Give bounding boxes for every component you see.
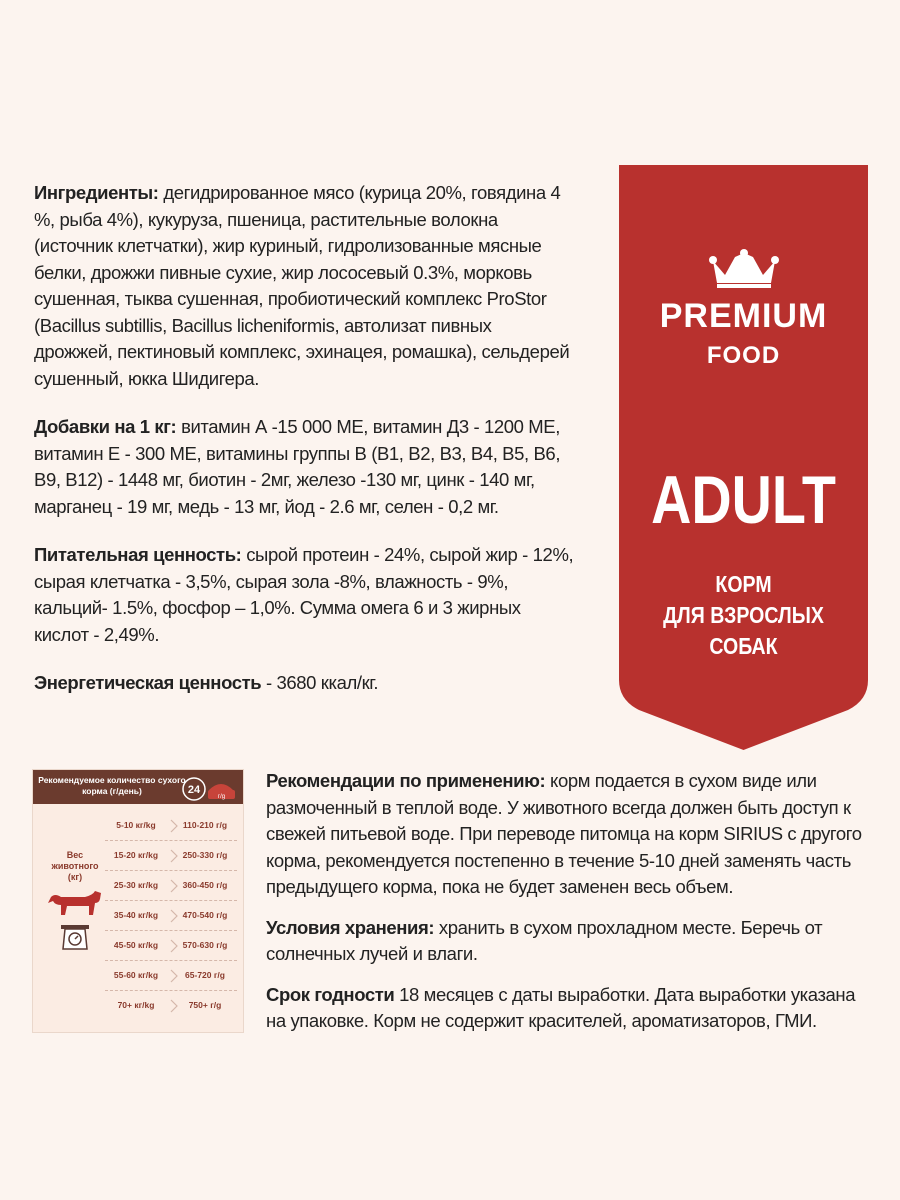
feeding-row	[105, 844, 237, 868]
feeding-weight: 55-60 кг/kg	[113, 970, 159, 980]
feeding-weight: 25-30 кг/kg	[113, 880, 159, 890]
banner-premium: PREMIUM	[659, 297, 828, 335]
usage-label: Рекомендации по применению:	[266, 770, 546, 791]
ingredients-paragraph	[34, 180, 574, 392]
row-divider	[105, 930, 237, 931]
usage-paragraph	[266, 768, 876, 901]
composition-column	[34, 180, 574, 719]
feeding-table-title: Рекомендуемое количество сухого корма (г/день)	[38, 775, 186, 796]
premium-banner	[619, 165, 868, 750]
feeding-weight: 70+ кг/kg	[117, 1000, 155, 1010]
feeding-grams: 570-630 г/g	[182, 940, 228, 950]
row-divider	[105, 870, 237, 871]
banner-sub-line1: КОРМ	[715, 571, 772, 597]
crown-icon	[709, 249, 779, 289]
feeding-grams: 110-210 г/g	[182, 820, 228, 830]
energy-label: Энергетическая ценность	[34, 672, 262, 693]
weight-label	[47, 850, 103, 883]
additives-text: витамин А -15 000 МЕ, витамин Д3 - 1200 МЕ, витамин Е - 300 МЕ, витамины группы В (В1, В2, В3, В4, В5, В6, В9, В12) - 1448 мг, биотин - 2мг, железо -130 мг, цинк - 140 мг, марганец - 19 мг, медь - 13 мг, йод - 2.6 мг, селен - 0,2 мг.	[34, 416, 561, 517]
feeding-table-header	[33, 770, 243, 804]
banner-subtitle	[638, 569, 850, 662]
feeding-table	[32, 769, 244, 1033]
weight-label-line2: животного	[51, 861, 99, 871]
recommendations-column	[266, 768, 876, 1049]
feeding-weight: 35-40 кг/kg	[113, 910, 159, 920]
row-divider	[105, 900, 237, 901]
row-divider	[105, 840, 237, 841]
feeding-row	[105, 964, 237, 988]
feeding-weight: 45-50 кг/kg	[113, 940, 159, 950]
feeding-grams: 360-450 г/g	[182, 880, 228, 890]
nutrition-text: сырой протеин - 24%, сырой жир - 12%, сырая клетчатка - 3,5%, сырая зола -8%, влажность - 9%, кальций- 1.5%, фосфор – 1,0%. Сумма омега 6 и 3 жирных кислот - 2,49%.	[34, 544, 574, 645]
row-divider	[105, 960, 237, 961]
banner-food: FOOD	[706, 342, 781, 369]
feeding-row	[105, 874, 237, 898]
shelf-life-paragraph	[266, 982, 876, 1035]
additives-label: Добавки на 1 кг:	[34, 416, 177, 437]
additives-paragraph	[34, 414, 574, 520]
scale-icon	[59, 923, 91, 953]
banner-sub-line2: ДЛЯ ВЗРОСЛЫХ	[663, 602, 824, 628]
badge-unit: г/g	[217, 794, 226, 800]
shelf-life-text: 18 месяцев с даты выработки. Дата выработки указана на упаковке. Корм не содержит красителей, ароматизаторов, ГМИ.	[266, 983, 856, 1031]
nutrition-paragraph	[34, 542, 574, 648]
banner-sub-line3: СОБАК	[709, 633, 778, 659]
feeding-row	[105, 814, 237, 838]
energy-paragraph	[34, 670, 574, 697]
feeding-row	[105, 994, 237, 1018]
usage-text: корм подается в сухом виде или размоченный в теплой воде. У животного всегда должен быть доступ к свежей питьевой воде. При переводе питомца на корм SIRIUS с другого корма, рекомендуется постепенно в течение 5-10 дней заменять часть предыдущего корма, пока не будет заменен весь объем.	[266, 770, 862, 897]
ingredients-text: дегидрированное мясо (курица 20%, говядина 4 %, рыба 4%), кукуруза, пшеница, растительные волокна (источник клетчатки), жир куриный, гидролизованные мясные белки, дрожжи пивные сухие, жир лососевый 0.3%, морковь сушенная, тыква сушенная, пробиотический комплекс ProStor (Bacillus subtillis, Bacillus licheniformis, автолизат пивных дрожжей, пектиновый комплекс, эхинацея, ромашка), сельдерей сушенный, юкка Шидигера.	[34, 182, 570, 389]
weight-label-line1: Вес	[66, 850, 84, 860]
banner-adult: ADULT	[651, 462, 836, 538]
badge-hours: 24	[187, 784, 201, 796]
storage-label: Условия хранения:	[266, 916, 435, 938]
feeding-weight: 5-10 кг/kg	[116, 820, 156, 830]
feeding-weight: 15-20 кг/kg	[113, 850, 159, 860]
row-divider	[105, 990, 237, 991]
dog-icon	[45, 887, 105, 925]
feeding-grams: 470-540 г/g	[182, 910, 228, 920]
storage-text: хранить в сухом прохладном месте. Беречь от солнечных лучей и влаги.	[266, 916, 823, 964]
feeding-row	[105, 934, 237, 958]
ingredients-label: Ингредиенты:	[34, 182, 159, 203]
shelf-life-label: Срок годности	[266, 983, 395, 1005]
feeding-grams: 250-330 г/g	[182, 850, 228, 860]
nutrition-label: Питательная ценность:	[34, 544, 242, 565]
energy-text: - 3680 ккал/кг.	[261, 672, 379, 693]
bowl-24h-icon	[181, 776, 239, 802]
feeding-grams: 65-720 г/g	[185, 970, 225, 980]
feeding-grams: 750+ г/g	[188, 1000, 222, 1010]
storage-paragraph	[266, 915, 876, 968]
weight-label-line3: (кг)	[67, 872, 83, 882]
feeding-row	[105, 904, 237, 928]
